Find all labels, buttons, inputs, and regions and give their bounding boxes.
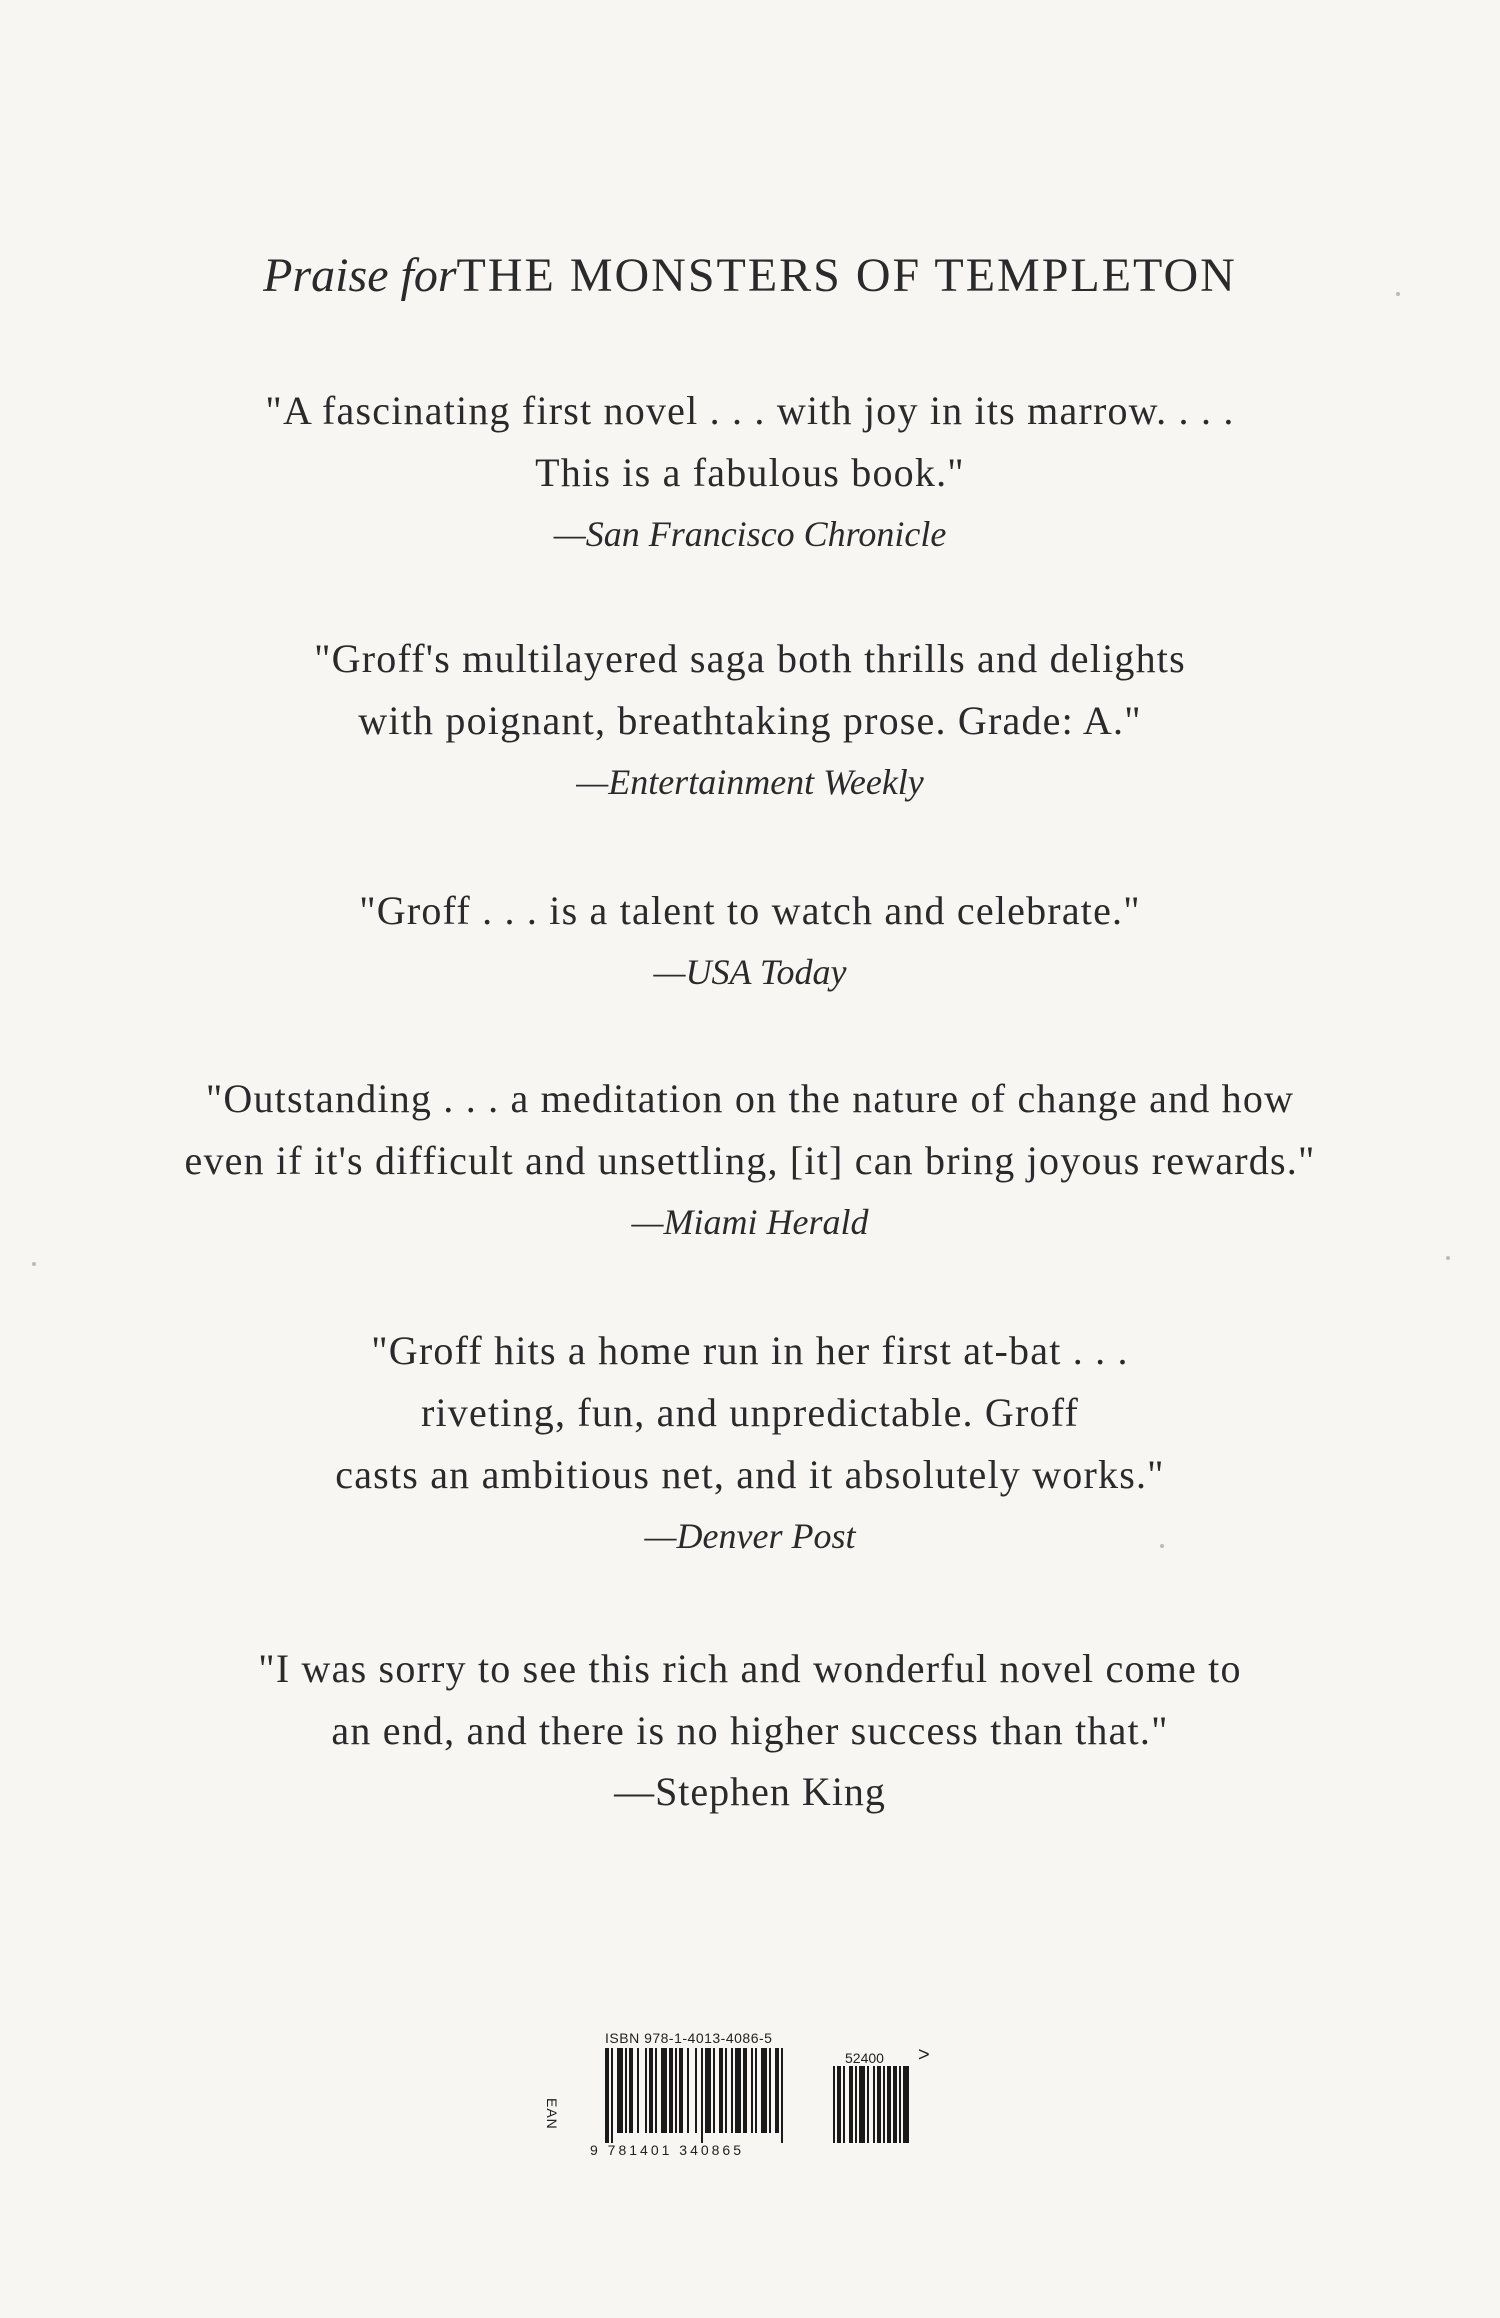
barcode-digits: 9 781401 340865: [590, 2142, 744, 2158]
quote-line: an end, and there is no higher success than that.": [331, 1708, 1169, 1753]
quote-line: "Groff's multilayered saga both thrills and delights: [314, 636, 1186, 681]
scan-speck: [1160, 1544, 1164, 1548]
review-quote: [0, 1320, 1500, 1566]
scan-speck: [32, 1262, 36, 1266]
review-quote: [0, 628, 1500, 812]
quote-source: —San Francisco Chronicle: [553, 514, 947, 554]
quote-line: riveting, fun, and unpredictable. Groff: [420, 1390, 1080, 1435]
quote-line: with poignant, breathtaking prose. Grade: A.": [358, 698, 1142, 743]
price-code: 52400: [845, 2050, 884, 2066]
quote-line: "Groff hits a home run in her first at-bat . . .: [371, 1328, 1129, 1373]
quote-line: "I was sorry to see this rich and wonderful novel come to: [258, 1646, 1242, 1691]
quote-source: —Entertainment Weekly: [576, 762, 924, 802]
quote-line: This is a fabulous book.": [535, 450, 965, 495]
isbn-number: ISBN 978-1-4013-4086-5: [605, 2030, 773, 2046]
quote-line: "Groff . . . is a talent to watch and celebrate.": [359, 888, 1141, 933]
scan-speck: [1446, 1256, 1450, 1260]
quiet-zone-arrow: >: [918, 2044, 930, 2066]
quote-line: "Outstanding . . . a meditation on the nature of change and how: [205, 1076, 1295, 1121]
review-quote: [0, 380, 1500, 564]
quote-source: —Stephen King: [614, 1769, 886, 1814]
isbn-barcode: [544, 2030, 940, 2170]
book-title: THE MONSTERS OF TEMPLETON: [456, 249, 1237, 302]
praise-header: [0, 248, 1500, 303]
barcode-bars: [605, 2048, 925, 2143]
review-quote: [0, 880, 1500, 1002]
quote-line: even if it's difficult and unsettling, [it] can bring joyous rewards.": [184, 1138, 1316, 1183]
quote-source: —Denver Post: [644, 1516, 856, 1556]
scan-speck: [1396, 292, 1400, 296]
quote-source: —Miami Herald: [631, 1202, 869, 1242]
review-quote: [0, 1638, 1500, 1822]
review-quote: [0, 1068, 1500, 1252]
quote-source: —USA Today: [653, 952, 847, 992]
quote-line: "A fascinating first novel . . . with joy in its marrow. . . .: [265, 388, 1235, 433]
quote-line: casts an ambitious net, and it absolutely works.": [335, 1452, 1165, 1497]
praise-for-label: Praise for: [263, 249, 457, 302]
ean-label: EAN: [544, 2098, 560, 2130]
